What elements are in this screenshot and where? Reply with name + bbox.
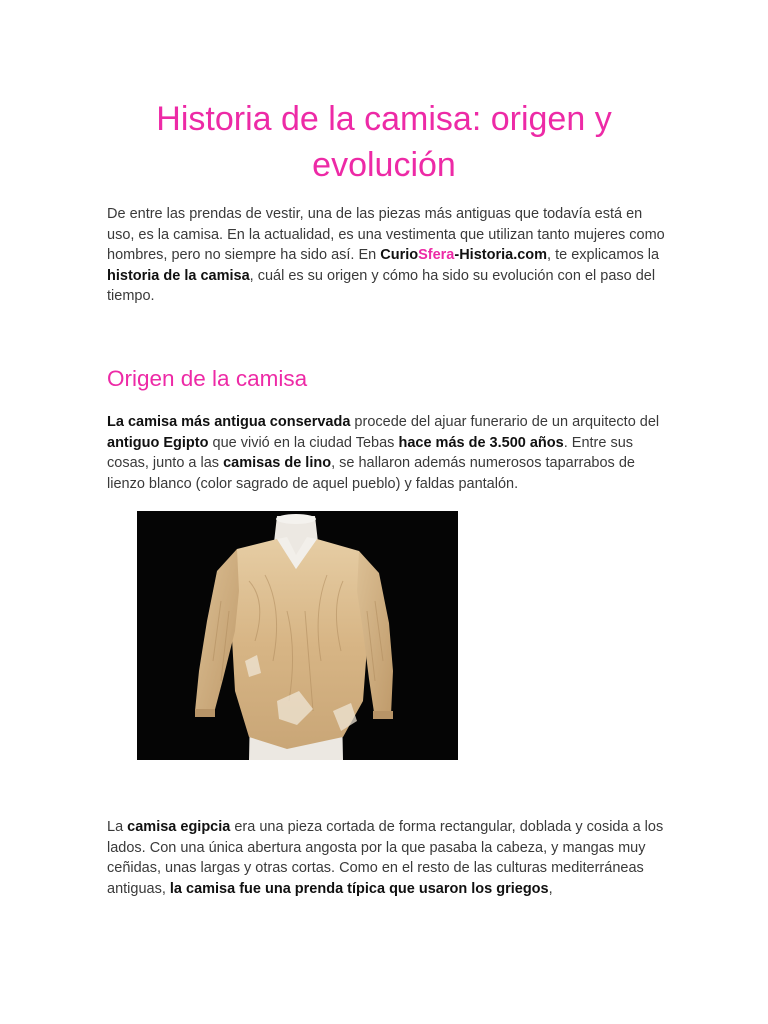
origin-bold-1: La camisa más antigua conservada: [107, 414, 351, 430]
site-brand-curio: Curio: [380, 247, 419, 264]
origin-bold-2: antiguo Egipto: [107, 434, 209, 451]
origin-text-4: , se hallaron además numerosos taparrabos de lienzo blanco (color sagrado de aquel pueblo) y faldas pantalón.: [107, 455, 635, 492]
article-title: Historia de la camisa: origen y evolución: [156, 100, 612, 184]
egyptian-text-2: era una pieza cortada de forma rectangular, doblada y cosida a los lados. Con una única abertura angosta por la que pasaba la cabeza, y mangas muy ceñidas, unas largas y otras cortas. Como en el resto de las culturas mediterráneas antiguas,: [107, 819, 664, 897]
intro-text-2: , te explicamos la: [547, 247, 660, 264]
egyptian-bold-1: camisa egipcia: [127, 819, 231, 835]
egyptian-bold-2: la camisa fue una prenda típica que usaron los griegos: [169, 880, 549, 897]
site-brand: [380, 247, 547, 263]
egyptian-text-3: ,: [548, 880, 553, 897]
site-brand-historia: -Historia.com: [454, 247, 548, 264]
intro-text-3: , cuál es su origen y cómo ha sido su evolución con el paso del tiempo.: [107, 267, 656, 305]
egyptian-text-1: La: [107, 819, 128, 835]
origin-text-3: . Entre sus cosas, junto a las: [107, 434, 634, 472]
linen-shirt-illustration: [137, 511, 458, 760]
egyptian-shirt-paragraph: [107, 817, 667, 899]
site-brand-sfera: Sfera: [418, 247, 455, 264]
intro-bold-historia: historia de la camisa: [107, 267, 250, 284]
origin-bold-4: camisas de lino: [223, 455, 332, 472]
intro-paragraph: [107, 204, 667, 307]
intro-text-1: De entre las prendas de vestir, una de las piezas más antiguas que todavía está en uso, es la camisa. En la actualidad, es una vestimenta que utilizan tanto mujeres como hombres, pero no siempre ha sido así. En: [107, 206, 665, 264]
origin-text-2: que vivió en la ciudad Tebas: [208, 434, 399, 451]
origin-paragraph: [107, 412, 667, 494]
egyptian-shirt-photo: [137, 511, 458, 760]
origin-bold-3: hace más de 3.500 años: [398, 434, 564, 451]
section-heading-origen: Origen de la camisa: [107, 366, 308, 391]
origin-text-1: procede del ajuar funerario de un arquitecto del: [350, 414, 660, 430]
